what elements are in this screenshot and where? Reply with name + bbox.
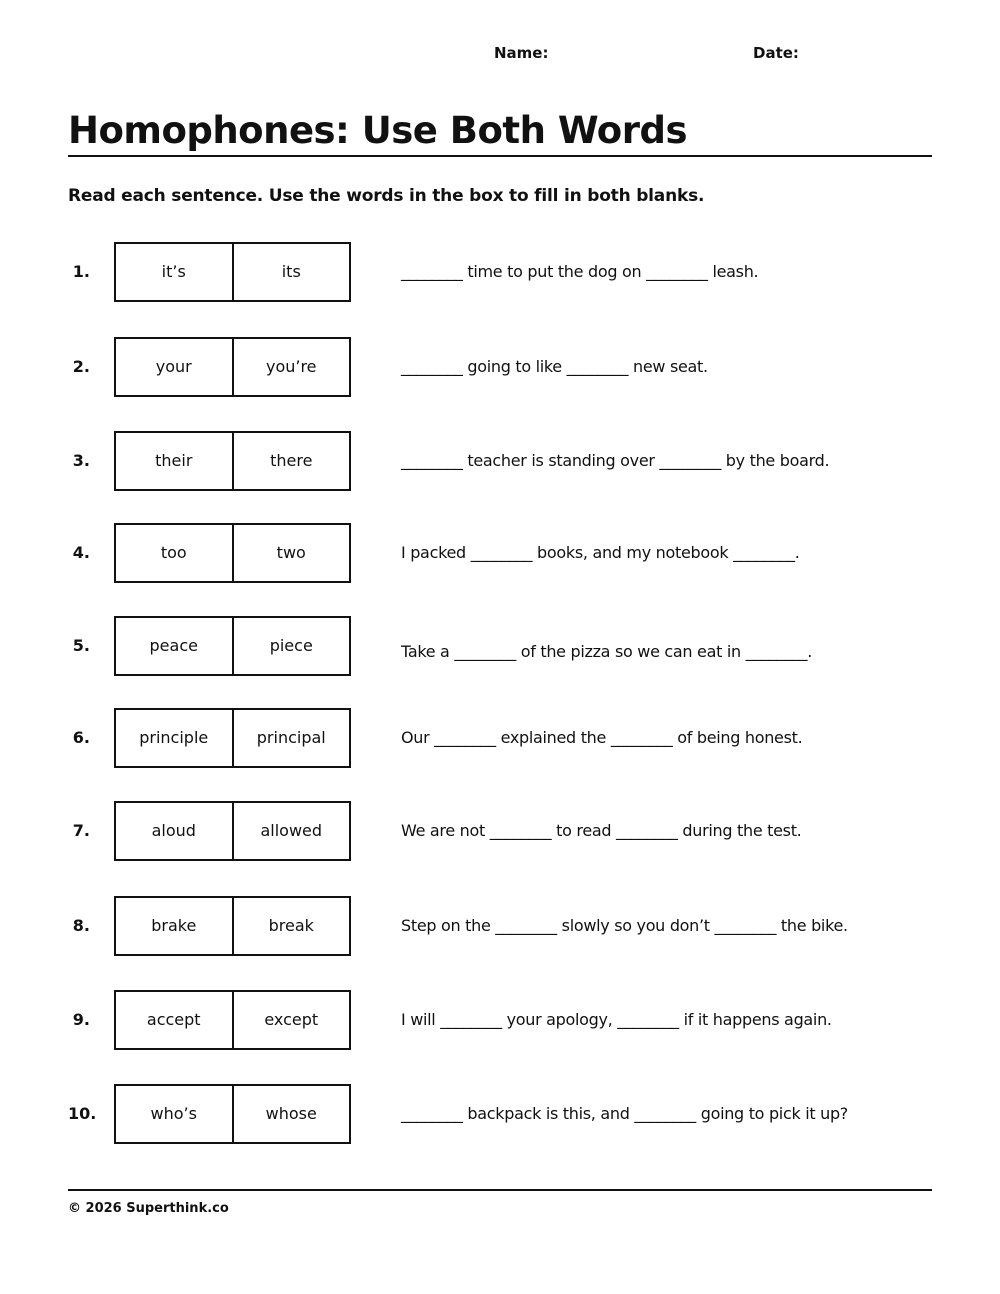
exercise-row xyxy=(0,708,1000,768)
sentence: Our ________ explained the ________ of being honest. xyxy=(401,728,803,747)
word-option: accept xyxy=(116,992,234,1048)
word-box xyxy=(114,523,351,583)
exercise-row xyxy=(0,1084,1000,1144)
item-number: 1. xyxy=(72,262,90,281)
word-option: its xyxy=(281,262,301,281)
exercise-row xyxy=(0,523,1000,583)
sentence: ________ backpack is this, and ________ going to pick it up? xyxy=(401,1104,848,1123)
title-divider xyxy=(68,155,932,157)
sentence: ________ time to put the dog on ________ leash. xyxy=(401,262,759,281)
sentence: ________ teacher is standing over ________ by the board. xyxy=(401,451,830,470)
sentence: I packed ________ books, and my notebook ________. xyxy=(401,543,800,562)
word-box xyxy=(114,1084,351,1144)
word-option: their xyxy=(116,433,234,489)
item-number: 4. xyxy=(72,543,90,562)
word-option: there xyxy=(270,451,313,470)
sentence: ________ going to like ________ new seat. xyxy=(401,357,708,376)
word-option: your xyxy=(116,339,234,395)
item-number: 8. xyxy=(72,916,90,935)
item-number: 5. xyxy=(72,636,90,655)
word-box xyxy=(114,337,351,397)
word-option: piece xyxy=(269,636,313,655)
word-option: allowed xyxy=(260,821,323,840)
word-box xyxy=(114,896,351,956)
date-label: Date: xyxy=(753,44,799,62)
word-option: brake xyxy=(116,898,234,954)
exercise-row xyxy=(0,616,1000,676)
item-number: 7. xyxy=(72,821,90,840)
footer-divider xyxy=(68,1189,932,1191)
exercise-row xyxy=(0,242,1000,302)
sentence: We are not ________ to read ________ during the test. xyxy=(401,821,802,840)
word-option: except xyxy=(264,1010,319,1029)
word-option: principle xyxy=(116,710,234,766)
word-option: it’s xyxy=(116,244,234,300)
word-box xyxy=(114,242,351,302)
word-box xyxy=(114,990,351,1050)
word-option: too xyxy=(116,525,234,581)
word-box xyxy=(114,708,351,768)
item-number: 2. xyxy=(72,357,90,376)
word-box xyxy=(114,801,351,861)
item-number: 9. xyxy=(72,1010,90,1029)
copyright-text: © 2026 Superthink.co xyxy=(68,1201,229,1216)
sentence: I will ________ your apology, ________ if it happens again. xyxy=(401,1010,832,1029)
exercise-row xyxy=(0,896,1000,956)
word-box xyxy=(114,616,351,676)
word-option: principal xyxy=(256,728,326,747)
item-number: 10. xyxy=(68,1104,97,1123)
word-option: who’s xyxy=(116,1086,234,1142)
word-box xyxy=(114,431,351,491)
page-title: Homophones: Use Both Words xyxy=(68,109,687,152)
word-option: whose xyxy=(265,1104,317,1123)
item-number: 6. xyxy=(72,728,90,747)
item-number: 3. xyxy=(72,451,90,470)
exercise-row xyxy=(0,990,1000,1050)
instructions: Read each sentence. Use the words in the box to fill in both blanks. xyxy=(68,186,705,206)
word-option: aloud xyxy=(116,803,234,859)
sentence: Take a ________ of the pizza so we can eat in ________. xyxy=(401,642,812,661)
name-label: Name: xyxy=(494,44,549,62)
exercise-row xyxy=(0,337,1000,397)
sentence: Step on the ________ slowly so you don’t ________ the bike. xyxy=(401,916,848,935)
exercise-row xyxy=(0,801,1000,861)
word-option: peace xyxy=(116,618,234,674)
word-option: you’re xyxy=(265,357,317,376)
word-option: two xyxy=(276,543,306,562)
word-option: break xyxy=(268,916,314,935)
exercise-row xyxy=(0,431,1000,491)
